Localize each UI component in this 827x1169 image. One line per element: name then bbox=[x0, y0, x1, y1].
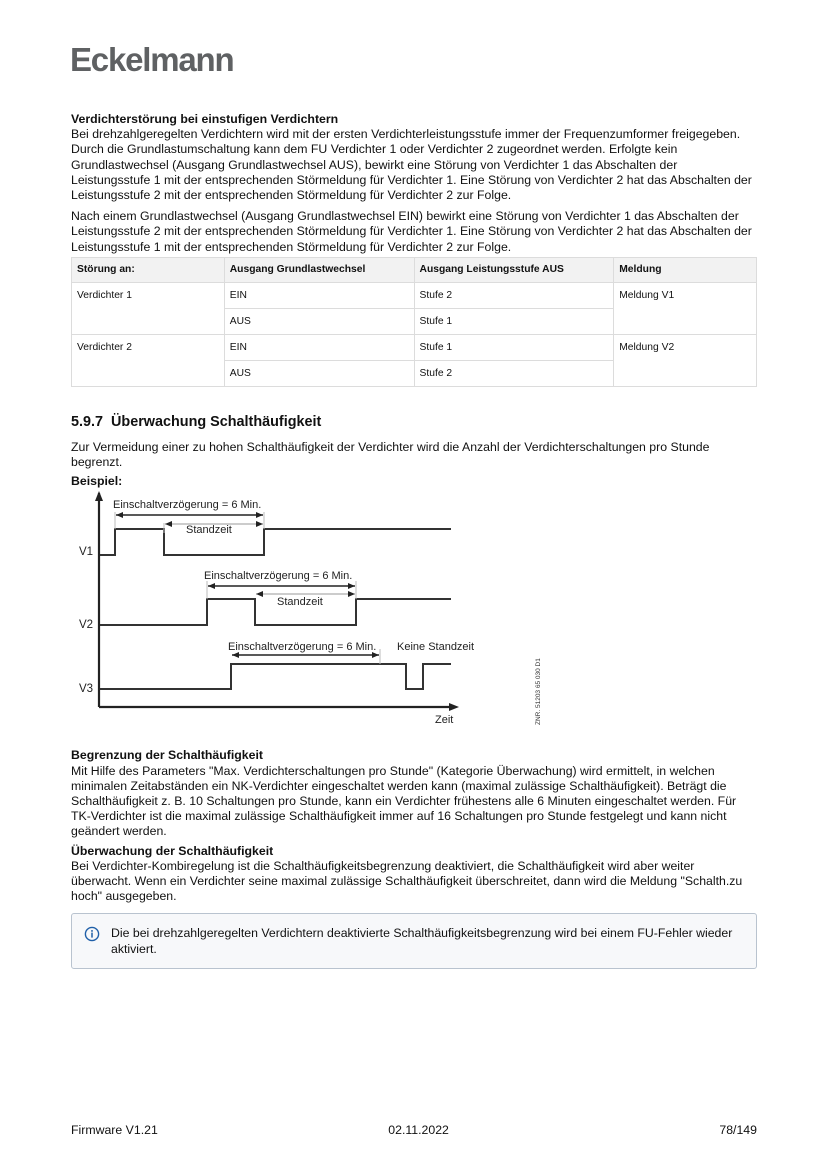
x-axis-label: Zeit bbox=[435, 714, 454, 727]
stoerung-table bbox=[71, 257, 757, 387]
cell-meldung: Meldung V1 bbox=[614, 282, 757, 334]
paragraph-ueberwachung: Bei Verdichter-Kombiregelung ist die Schalthäufigkeitsbegrenzung deaktiviert, die Schalthäufigkeit wird aber weiter überwacht. Wenn ein Verdichter seine maximal zulässige Schalthäufigkeit überschreitet, dann wird die Meldung "Schalth.zu hoch" ausgegeben. bbox=[71, 858, 743, 904]
section-heading-597 bbox=[71, 413, 757, 431]
switching-timing-diagram bbox=[71, 489, 757, 735]
delay-label-v2: Einschaltverzögerung = 6 Min. bbox=[204, 570, 353, 583]
page-footer bbox=[71, 1123, 757, 1138]
v1-signal bbox=[100, 529, 451, 555]
v3-signal bbox=[100, 664, 451, 689]
example-label: Beispiel: bbox=[71, 474, 123, 489]
section-number: 5.9.7 bbox=[71, 413, 104, 430]
y-axis bbox=[95, 491, 103, 707]
paragraph-intro-597: Zur Vermeidung einer zu hohen Schalthäufigkeit der Verdichter wird die Anzahl der Verdichterschaltungen pro Stunde begrenzt. bbox=[71, 439, 710, 470]
cell-grundlast: AUS bbox=[224, 360, 414, 386]
figure-id: ZNR. 51203 65 030 D1 bbox=[535, 658, 542, 726]
heading-begrenzung: Begrenzung der Schalthäufigkeit bbox=[71, 748, 263, 763]
column-header-grundlast: Ausgang Grundlastwechsel bbox=[224, 257, 414, 282]
cell-stufe: Stufe 2 bbox=[414, 360, 614, 386]
timing-diagram-svg bbox=[71, 489, 757, 735]
footer-firmware: Firmware V1.21 bbox=[71, 1123, 158, 1137]
section-title: Überwachung Schalthäufigkeit bbox=[111, 413, 322, 430]
eckelmann-logo: Eckelmann bbox=[70, 41, 234, 78]
paragraph-einstufig-1: Bei drehzahlgeregelten Verdichtern wird mit der ersten Verdichterleistungsstufe immer der Frequenzumformer freigegeben. Durch die Grundlastumschaltung kann dem FU Verdichter 1 oder Verdichter 2 zugeordnet werden. Erfolgte kein Grundlastwechsel (Ausgang Grundlastwechsel AUS), bewirkt eine Störung von Verdichter 1 das Abschalten der Leistungsstufe 1 mit der entsprechenden Störmeldung für Verdichter 1. Eine Störung von Verdichter 2 hat das Abschalten der Leistungsstufe 2 mit der entsprechenden Störmeldung für Verdichter 2 zur Folge. bbox=[71, 127, 752, 203]
v1-label: V1 bbox=[79, 546, 94, 559]
cell-grundlast: AUS bbox=[224, 308, 414, 334]
cell-stoerung: Verdichter 1 bbox=[72, 282, 225, 334]
cell-grundlast: EIN bbox=[224, 334, 414, 360]
info-note-box bbox=[71, 913, 757, 968]
info-note-text: Die bei drehzahlgeregelten Verdichtern deaktivierte Schalthäufigkeitsbegrenzung wird bei einem FU-Fehler wieder aktiviert. bbox=[111, 926, 733, 956]
keine-standzeit-label: Keine Standzeit bbox=[397, 641, 475, 654]
heading-verdichterstoerung: Verdichterstörung bei einstufigen Verdichtern bbox=[71, 112, 339, 126]
v2-label: V2 bbox=[79, 619, 94, 632]
footer-page-number: 78/149 bbox=[719, 1123, 757, 1137]
column-header-leistungsstufe: Ausgang Leistungsstufe AUS bbox=[414, 257, 614, 282]
cell-stoerung: Verdichter 2 bbox=[72, 334, 225, 386]
table-row bbox=[72, 282, 757, 308]
standzeit-label-v2: Standzeit bbox=[277, 596, 323, 609]
paragraph-begrenzung: Mit Hilfe des Parameters "Max. Verdichterschaltungen pro Stunde" (Kategorie Überwachung) wird ermittelt, in welchen minimalen Zeitabständen ein NK-Verdichter eingeschaltet werden kann (maximal zulässige Schalthäufigkeit). Beträgt die Schalthäufigkeit z. B. 10 Schaltungen pro Stunde, kann ein Verdichter frühestens alle 6 Minuten eingeschaltet werden. Für TK-Verdichter ist die maximal zulässige Schalthäufigkeit immer auf 16 Schaltungen pro Stunde festgelegt und kann nicht geändert werden. bbox=[71, 763, 737, 839]
x-axis bbox=[99, 703, 459, 711]
cell-grundlast: EIN bbox=[224, 282, 414, 308]
heading-ueberwachung: Überwachung der Schalthäufigkeit bbox=[71, 843, 274, 858]
paragraph-einstufig-2: Nach einem Grundlastwechsel (Ausgang Grundlastwechsel EIN) bewirkt eine Störung von Verdichter 1 das Abschalten der Leistungsstufe 2 mit der entsprechenden Störmeldung für Verdichter 1. Eine Störung von Verdichter 2 hat das Abschalten der Leistungsstufe 1 mit der entsprechenden Störmeldung für Verdichter 2 zur Folge. bbox=[71, 209, 752, 254]
column-header-stoerung: Störung an: bbox=[72, 257, 225, 282]
cell-meldung: Meldung V2 bbox=[614, 334, 757, 386]
cell-stufe: Stufe 1 bbox=[414, 308, 614, 334]
cell-stufe: Stufe 1 bbox=[414, 334, 614, 360]
table-row bbox=[72, 334, 757, 360]
delay-label-v3: Einschaltverzögerung = 6 Min. bbox=[228, 641, 377, 654]
page-content bbox=[71, 112, 757, 969]
info-icon bbox=[84, 926, 100, 942]
cell-stufe: Stufe 2 bbox=[414, 282, 614, 308]
table-header-row bbox=[72, 257, 757, 282]
v3-label: V3 bbox=[79, 683, 94, 696]
footer-date: 02.11.2022 bbox=[388, 1123, 449, 1137]
v2-signal bbox=[100, 599, 451, 625]
delay-label-v1: Einschaltverzögerung = 6 Min. bbox=[113, 499, 262, 512]
standzeit-label-v1: Standzeit bbox=[186, 524, 232, 537]
column-header-meldung: Meldung bbox=[614, 257, 757, 282]
